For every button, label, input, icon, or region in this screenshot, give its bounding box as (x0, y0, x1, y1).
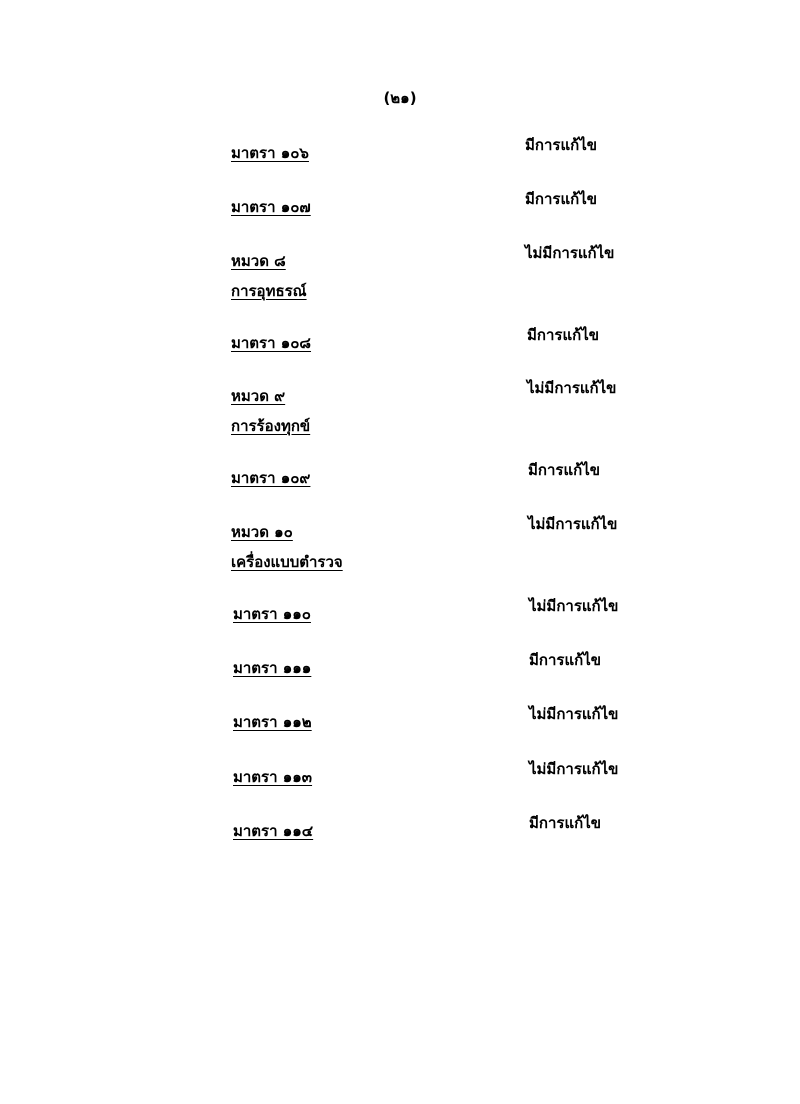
chapter-heading (231, 517, 343, 577)
section-label: มาตรา ๑๐๘ (231, 334, 312, 352)
section-heading (233, 599, 311, 629)
amendment-status: มีการแก้ไข (525, 190, 597, 208)
amendment-status: ไม่มีการแก้ไข (525, 244, 615, 262)
chapter-heading (231, 246, 307, 306)
chapter-heading (231, 381, 310, 441)
section-label: มาตรา ๑๐๗ (231, 198, 311, 216)
chapter-number: หมวด ๙ (231, 387, 286, 405)
amendment-status: ไม่มีการแก้ไข (529, 760, 619, 778)
section-label: มาตรา ๑๑๐ (233, 605, 311, 623)
amendment-status: มีการแก้ไข (529, 651, 601, 669)
section-label: มาตรา ๑๐๖ (231, 144, 309, 162)
section-heading (231, 328, 311, 358)
chapter-number: หมวด ๘ (231, 252, 286, 270)
section-label: มาตรา ๑๐๙ (231, 469, 311, 487)
section-label: มาตรา ๑๑๓ (233, 768, 313, 786)
amendment-status: ไม่มีการแก้ไข (528, 515, 618, 533)
amendment-status: มีการแก้ไข (525, 136, 597, 154)
amendment-status: มีการแก้ไข (528, 461, 600, 479)
chapter-number: หมวด ๑๐ (231, 523, 293, 541)
page-number: (๒๑) (383, 89, 417, 107)
section-heading (233, 653, 311, 683)
section-heading (231, 463, 310, 493)
section-label: มาตรา ๑๑๔ (233, 822, 314, 840)
section-label: มาตรา ๑๑๑ (233, 659, 312, 677)
section-heading (231, 192, 311, 222)
section-label: มาตรา ๑๑๒ (233, 713, 312, 731)
amendment-status: ไม่มีการแก้ไข (527, 379, 617, 397)
chapter-title: การอุทธรณ์ (231, 282, 307, 300)
amendment-status: มีการแก้ไข (529, 814, 601, 832)
section-heading (233, 707, 312, 737)
chapter-title: เครื่องแบบตำรวจ (231, 553, 343, 571)
chapter-title: การร้องทุกข์ (231, 417, 311, 435)
section-heading (233, 816, 313, 846)
section-heading (231, 138, 309, 168)
section-heading (233, 762, 312, 792)
amendment-status: ไม่มีการแก้ไข (529, 705, 619, 723)
amendment-status: ไม่มีการแก้ไข (529, 597, 619, 615)
amendment-status: มีการแก้ไข (527, 326, 599, 344)
